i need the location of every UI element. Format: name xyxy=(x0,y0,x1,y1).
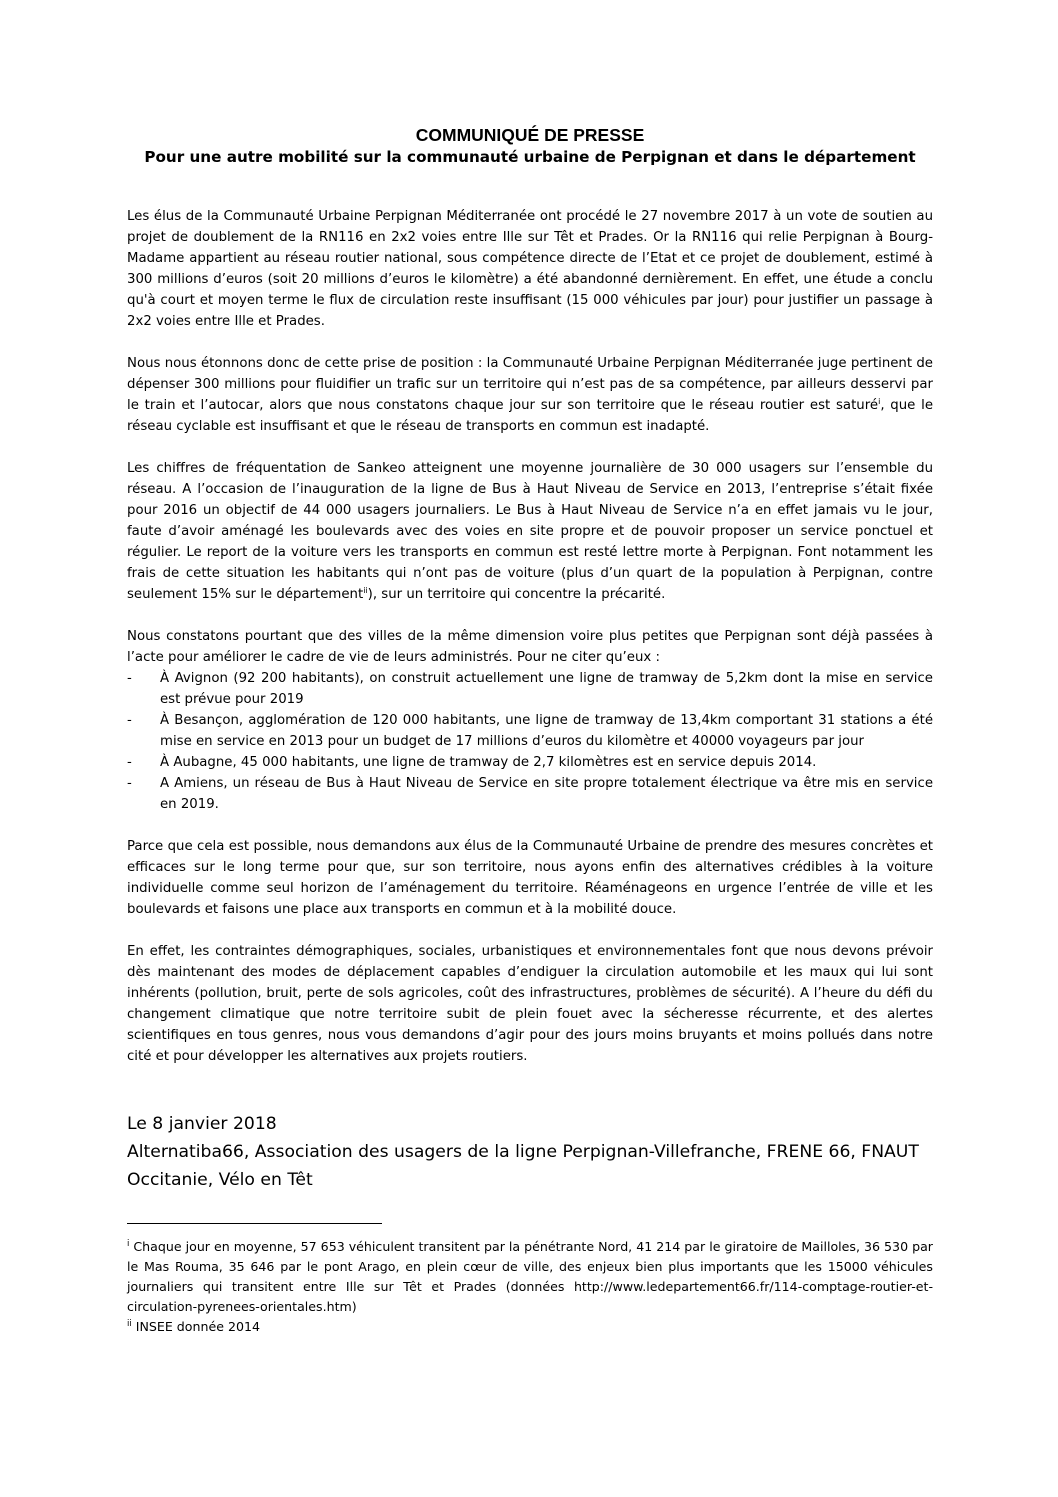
bullet-dash: - xyxy=(127,755,132,770)
signature-block xyxy=(127,1110,933,1194)
list-item-text: À Avignon (92 200 habitants), on construit actuellement une ligne de tramway de 5,2km dont la mise en service est prévue pour 2019 xyxy=(160,671,933,707)
paragraph-2-text: Nous nous étonnons donc de cette prise de position : la Communauté Urbaine Perpignan Méditerranée juge pertinent de dépenser 300 millions pour fluidifier un trafic sur un territoire qui n’est pas de sa compétence, par ailleurs desservi par le train et l’autocar, alors que nous constatons chaque jour sur son territoire que le réseau routier est saturé xyxy=(127,356,933,413)
footnote-ref-i[interactable]: i xyxy=(878,397,881,406)
list-item xyxy=(127,752,933,773)
footnote-text: Chaque jour en moyenne, 57 653 véhiculent transitent par la pénétrante Nord, 41 214 par le giratoire de Mailloles, 36 530 par le Mas Rouma, 35 646 par le pont Arago, en plein cœur de ville, des enjeux bien plus importants que les 15000 véhicules journaliers qui transitent entre Ille sur Têt et Prades (données http://www.ledepartement66.fr/114-comptage-routier-et-circulation-pyrenees-orientales.htm) xyxy=(127,1239,933,1314)
page-title: COMMUNIQUÉ DE PRESSE xyxy=(415,125,645,145)
paragraph-3-text: Les chiffres de fréquentation de Sankeo atteignent une moyenne journalière de 30 000 usagers sur l’ensemble du réseau. A l’occasion de l’inauguration de la ligne de Bus à Haut Niveau de Service en 2013, l’entreprise s’était fixée pour 2016 un objectif de 44 000 usagers journaliers. Le Bus à Haut Niveau de Service n’a en effet jamais vu le jour, faute d’avoir aménagé les boulevards avec des voies en site propre et de pouvoir proposer un service ponctuel et régulier. Le report de la voiture vers les transports en commun est resté lettre morte à Perpignan. Font notamment les frais de cette situation les habitants qui n’ont pas de voiture (plus d’un quart de la population à Perpignan, contre seulement 15% sur le département xyxy=(127,461,933,602)
footnote-marker: ii xyxy=(127,1319,132,1329)
footnote-ref-ii[interactable]: ii xyxy=(363,586,368,595)
paragraph-2 xyxy=(127,353,933,437)
paragraph-5: Parce que cela est possible, nous demandons aux élus de la Communauté Urbaine de prendre des mesures concrètes et efficaces sur le long terme pour que, sur son territoire, nous ayons enfin des alternatives crédibles à la voiture individuelle comme seul horizon de l’aménagement du territoire. Réaménageons en urgence l’entrée de ville et les boulevards et faisons une place aux transports en commun et à la mobilité douce. xyxy=(127,839,933,917)
list-item xyxy=(127,773,933,815)
paragraph-3-text-end: ), sur un territoire qui concentre la précarité. xyxy=(367,587,666,602)
footnote-i xyxy=(127,1237,933,1317)
list-item xyxy=(127,710,933,752)
paragraph-6: En effet, les contraintes démographiques, sociales, urbanistiques et environnementales font que nous devons prévoir dès maintenant des modes de déplacement capables d’endiguer la circulation automobile et les maux qui lui sont inhérents (pollution, bruit, perte de sols agricoles, coût des infrastructures, problèmes de sécurité). A l’heure du défi du changement climatique que notre territoire subit de plein fouet avec la sécheresse récurrente, et des alertes scientifiques en tous genres, nous vous demandons d’agir pour des jours moins bruyants et moins pollués dans notre cité et pour développer les alternatives aux projets routiers. xyxy=(127,944,933,1064)
list-item-text: À Besançon, agglomération de 120 000 habitants, une ligne de tramway de 13,4km comportant 31 stations a été mise en service en 2013 pour un budget de 17 millions d’euros du kilomètre et 40000 voyageurs par jour xyxy=(160,713,933,749)
paragraph-1: Les élus de la Communauté Urbaine Perpignan Méditerranée ont procédé le 27 novembre 2017 à un vote de soutien au projet de doublement de la RN116 en 2x2 voies entre Ille sur Têt et Prades. Or la RN116 qui relie Perpignan à Bourg-Madame appartient au réseau routier national, sous compétence directe de l’Etat et ce projet de doublement, estimé à 300 millions d’euros (soit 20 millions d’euros le kilomètre) a été abandonné dernièrement. En effet, une étude a conclu qu'à court et moyen terme le flux de circulation reste insuffisant (15 000 véhicules par jour) pour justifier un passage à 2x2 voies entre Ille et Prades. xyxy=(127,209,933,329)
paragraph-3 xyxy=(127,458,933,605)
footnote-ii xyxy=(127,1317,933,1337)
bullet-dash: - xyxy=(127,713,132,728)
footnote-marker: i xyxy=(127,1239,130,1249)
signature-date: Le 8 janvier 2018 xyxy=(127,1114,277,1134)
footnote-text: INSEE donnée 2014 xyxy=(131,1319,260,1334)
page-subtitle: Pour une autre mobilité sur la communauté urbaine de Perpignan et dans le département xyxy=(144,148,916,166)
press-release-body xyxy=(127,206,933,1067)
list-item-text: A Amiens, un réseau de Bus à Haut Niveau de Service en site propre totalement électrique va être mis en service en 2019. xyxy=(160,776,933,812)
signatories: Alternatiba66, Association des usagers de la ligne Perpignan-Villefranche, FRENE 66, FNAUT Occitanie, Vélo en Têt xyxy=(127,1142,919,1190)
list-item-text: À Aubagne, 45 000 habitants, une ligne de tramway de 2,7 kilomètres est en service depuis 2014. xyxy=(160,755,817,770)
list-item xyxy=(127,668,933,710)
footnotes xyxy=(127,1237,933,1337)
bullet-dash: - xyxy=(127,776,132,791)
paragraph-2-text-end: , que le réseau cyclable est insuffisant et que le réseau de transports en commun est inadapté. xyxy=(127,398,934,434)
bullet-dash: - xyxy=(127,671,132,686)
footnote-divider xyxy=(127,1223,382,1224)
paragraph-4: Nous constatons pourtant que des villes de la même dimension voire plus petites que Perpignan sont déjà passées à l’acte pour améliorer le cadre de vie de leurs administrés. Pour ne citer qu’eux : xyxy=(127,629,933,665)
city-examples-list xyxy=(127,668,933,815)
document-content xyxy=(127,124,933,1194)
